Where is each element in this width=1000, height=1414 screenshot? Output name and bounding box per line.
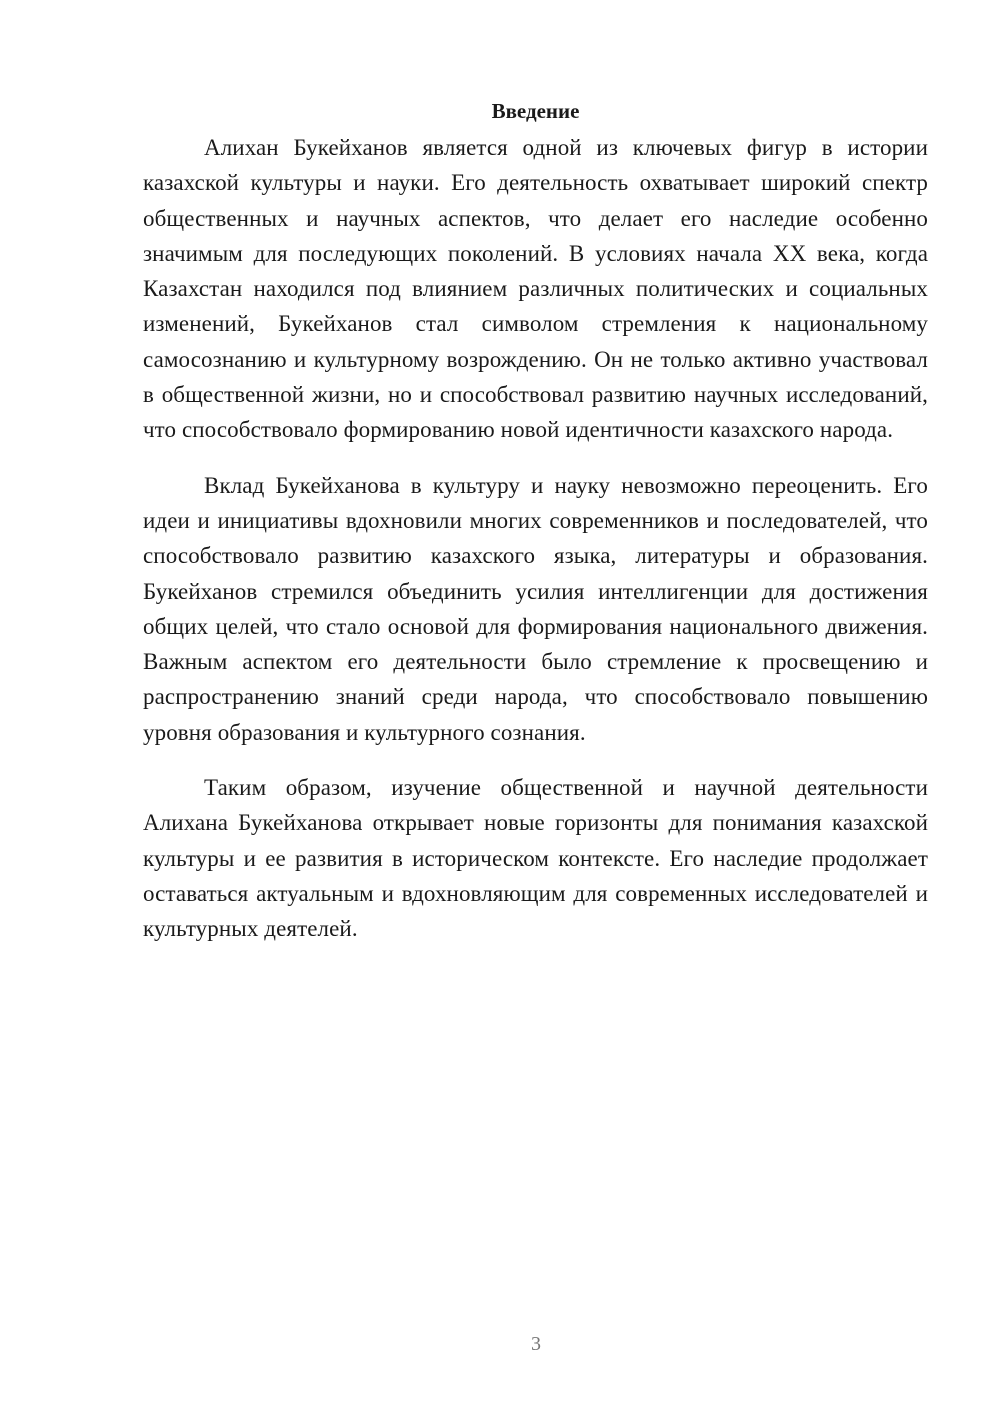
- section-heading: Введение: [491, 99, 580, 123]
- page-content: [143, 96, 928, 967]
- paragraph-2: Вклад Букейханова в культуру и науку невозможно переоценить. Его идеи и инициативы вдохновили многих современников и последователей, что способствовало развитию казахского языка, литературы и образования. Букейханов стремился объединить усилия интеллигенции для достижения общих целей, что стало основой для формирования национального движения. Важным аспектом его деятельности было стремление к просвещению и распространению знаний среди народа, что способствовало повышению уровня образования и культурного сознания.: [143, 472, 928, 745]
- paragraph-3: Таким образом, изучение общественной и научной деятельности Алихана Букейханова открывает новые горизонты для понимания казахской культуры и ее развития в историческом контексте. Его наследие продолжает оставаться актуальным и вдохновляющим для современных исследователей и культурных деятелей.: [143, 775, 928, 942]
- paragraph-1: Алихан Букейханов является одной из ключевых фигур в истории казахской культуры и науки. Его деятельность охватывает широкий спектр общественных и научных аспектов, что делает его наследие особенно значимым для последующих поколений. В условиях начала XX века, когда Казахстан находился под влиянием различных политических и социальных изменений, Букейханов стал символом стремления к национальному самосознанию и культурному возрождению. Он не только активно участвовал в общественной жизни, но и способствовал развитию научных исследований, что способствовало формированию новой идентичности казахского народа.: [143, 135, 928, 443]
- page-number: 3: [531, 1333, 541, 1355]
